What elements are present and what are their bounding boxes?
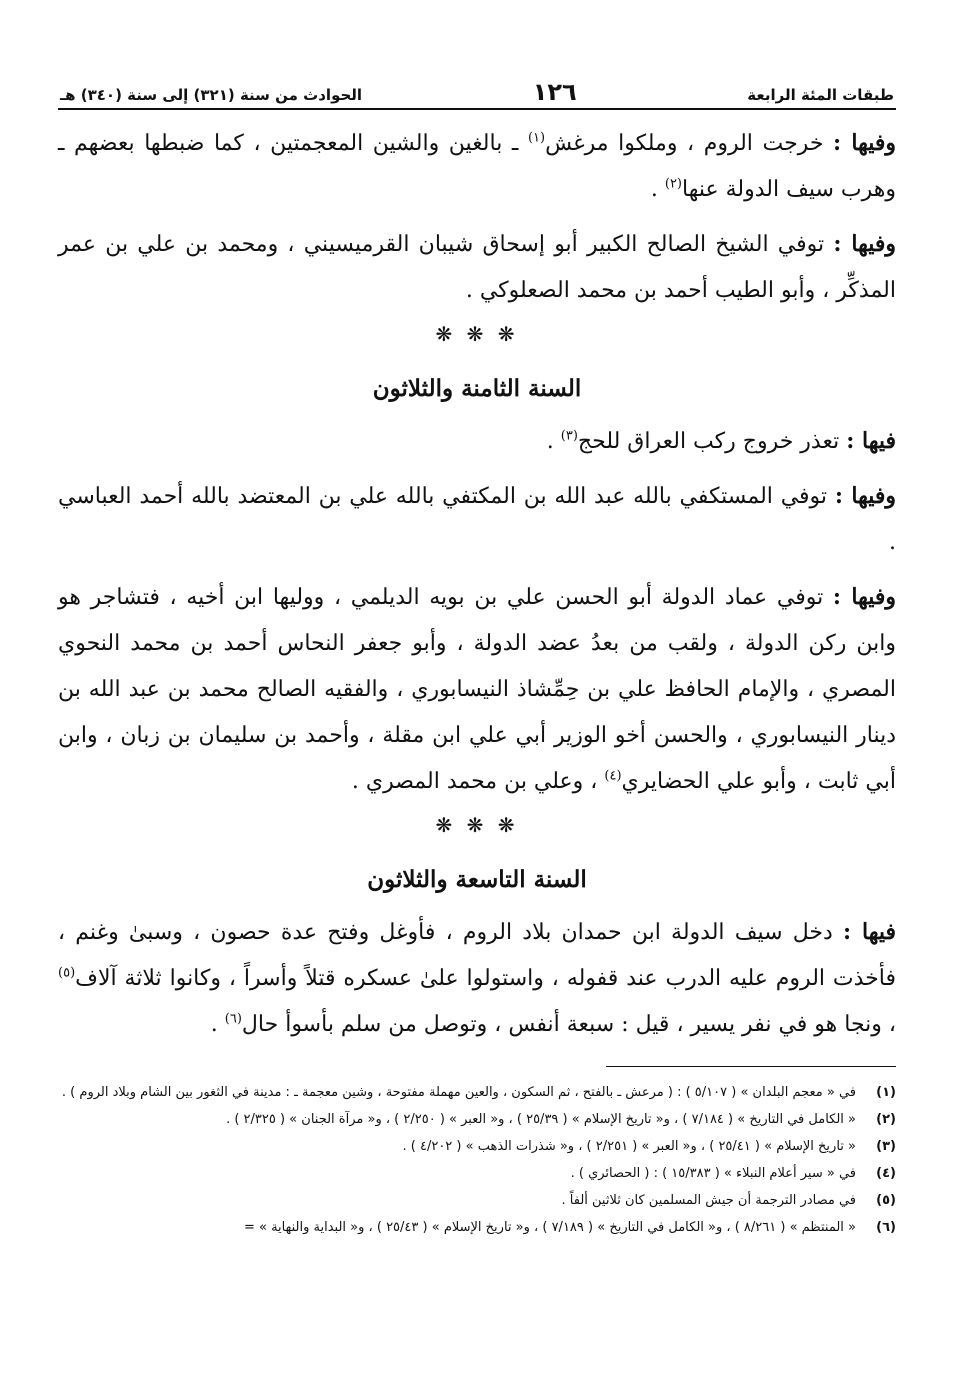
footnote-number: (٦): [876, 1220, 896, 1235]
paragraph-text: توفي عماد الدولة أبو الحسن علي بن بويه الديلمي ، ووليها ابن أخيه ، فتشاجر هو وابن ركن الدولة ، ولقب من بعدُ عضد الدولة ، وأبو جعفر النحاس أحمد بن محمد النحوي المصري ، والإمام الحافظ علي بن حِمِّشاذ النيسابوري ، والفقيه الصالح محمد بن عبد الله بن دينار النيسابوري ، والحسن أخو الوزير أبي علي ابن مقلة ، وأحمد بن سليمان بن زبان ، وابن أبي ثابت ، وأبو علي الحضايري: [58, 585, 896, 794]
paragraph-text: .: [546, 429, 561, 454]
footnote-ref: (٥): [58, 965, 76, 981]
section-title: الحوادث من سنة (٣٢١) إلى سنة (٣٤٠) هـ: [60, 86, 363, 104]
paragraph: [58, 120, 896, 213]
footnote-ref: (٢): [664, 176, 682, 192]
paragraph-lead: فيها :: [846, 428, 896, 454]
page-number: ١٢٦: [532, 78, 577, 106]
paragraph: [58, 473, 896, 566]
paragraph-text: ـ بالغين والشين المعجمتين ، كما ضبطها بعضهم ـ وهرب سيف الدولة عنها: [58, 131, 896, 202]
section-separator: ❋ ❋ ❋: [435, 322, 519, 346]
paragraph-text: .: [650, 177, 665, 202]
footnotes: [58, 1079, 896, 1241]
book-page: [58, 70, 896, 1241]
paragraph-text: توفي المستكفي بالله عبد الله بن المكتفي بالله علي بن المعتضد بالله أحمد العباسي .: [58, 484, 896, 555]
paragraph-text: .: [210, 1012, 225, 1037]
footnote-ref: (٦): [224, 1011, 242, 1027]
paragraph: [58, 574, 896, 805]
running-header: [58, 70, 896, 110]
footnote-text: « المنتظم » ( ٨/٢٦١ ) ، و« الكامل في التاريخ » ( ٧/١٨٩ ) ، و« تاريخ الإسلام » ( ٢٥/٤٣ ) ، و« البداية والنهاية » =: [243, 1220, 856, 1235]
footnote-text: « تاريخ الإسلام » ( ٢٥/٤١ ) ، و« العبر » ( ٢/٢٥١ ) ، و« شذرات الذهب » ( ٤/٢٠٢ ) .: [402, 1139, 856, 1154]
footnote-number: (٤): [876, 1166, 896, 1181]
paragraph-text: ، وعلي بن محمد المصري .: [351, 769, 605, 794]
footnote-ref: (٣): [560, 428, 578, 444]
section-separator: ❋ ❋ ❋: [435, 813, 519, 837]
paragraph-text: توفي الشيخ الصالح الكبير أبو إسحاق شيبان القرميسيني ، ومحمد بن علي بن عمر المذكِّر ، وأبو الطيب أحمد بن محمد الصعلوكي .: [58, 232, 896, 303]
paragraph-lead: وفيها :: [832, 584, 896, 610]
footnote: [58, 1106, 896, 1133]
footnote-number: (٢): [876, 1112, 896, 1127]
paragraph-text: دخل سيف الدولة ابن حمدان بلاد الروم ، فأوغل وفتح عدة حصون ، وسبىٰ وغنم ، فأخذت الروم عليه الدرب عند قفوله ، واستولوا علىٰ عسكره قتلاً وأسراً ، وكانوا ثلاثة آلاف: [58, 920, 896, 991]
paragraph: [58, 418, 896, 465]
footnote-text: في مصادر الترجمة أن جيش المسلمين كان ثلاثين ألفاً .: [561, 1193, 856, 1208]
footnote-ref: (٤): [604, 768, 622, 784]
footnote-text: « الكامل في التاريخ » ( ٧/١٨٤ ) ، و« تاريخ الإسلام » ( ٢٥/٣٩ ) ، و« العبر » ( ٢/٢٥٠ ) ، و« مرآة الجنان » ( ٢/٣٢٥ ) .: [226, 1112, 856, 1127]
paragraph-lead: وفيها :: [833, 130, 897, 156]
paragraph-text: تعذر خروج ركب العراق للحج: [577, 429, 840, 454]
footnote-number: (٥): [876, 1193, 896, 1208]
section-heading: السنة الثامنة والثلاثون: [372, 375, 582, 402]
paragraph-lead: فيها :: [843, 919, 896, 945]
footnote: [58, 1160, 896, 1187]
paragraph-text: خرجت الروم ، وملكوا مرغش: [545, 131, 824, 156]
footnote: [58, 1214, 896, 1241]
footnote: [58, 1187, 896, 1214]
paragraph-text: ، ونجا هو في نفر يسير ، قيل : سبعة أنفس ، وتوصل من سلم بأسوأ حال: [241, 1012, 896, 1037]
paragraph-lead: وفيها :: [834, 483, 897, 509]
main-text: [58, 120, 896, 1048]
footnote-text: في « سير أعلام النبلاء » ( ١٥/٣٨٣ ) : ( الحصائري ) .: [570, 1166, 856, 1181]
footnote-ref: (١): [527, 130, 546, 146]
footnote-text: في « معجم البلدان » ( ٥/١٠٧ ) : ( مرعش ـ بالفتح ، ثم السكون ، والعين مهملة مفتوحة ، وشين معجمة ـ : مدينة في الثغور بين الشام وبلاد الروم ) .: [61, 1085, 856, 1100]
paragraph: [58, 221, 896, 314]
footnote: [58, 1133, 896, 1160]
footnote-divider: [606, 1066, 896, 1067]
paragraph-lead: وفيها :: [833, 231, 896, 257]
book-title: طبقات المئة الرابعة: [747, 86, 894, 104]
paragraph: [58, 909, 896, 1048]
footnote-number: (١): [876, 1085, 896, 1100]
section-heading: السنة التاسعة والثلاثون: [367, 866, 587, 893]
footnote-number: (٣): [876, 1139, 896, 1154]
footnote: [58, 1079, 896, 1106]
